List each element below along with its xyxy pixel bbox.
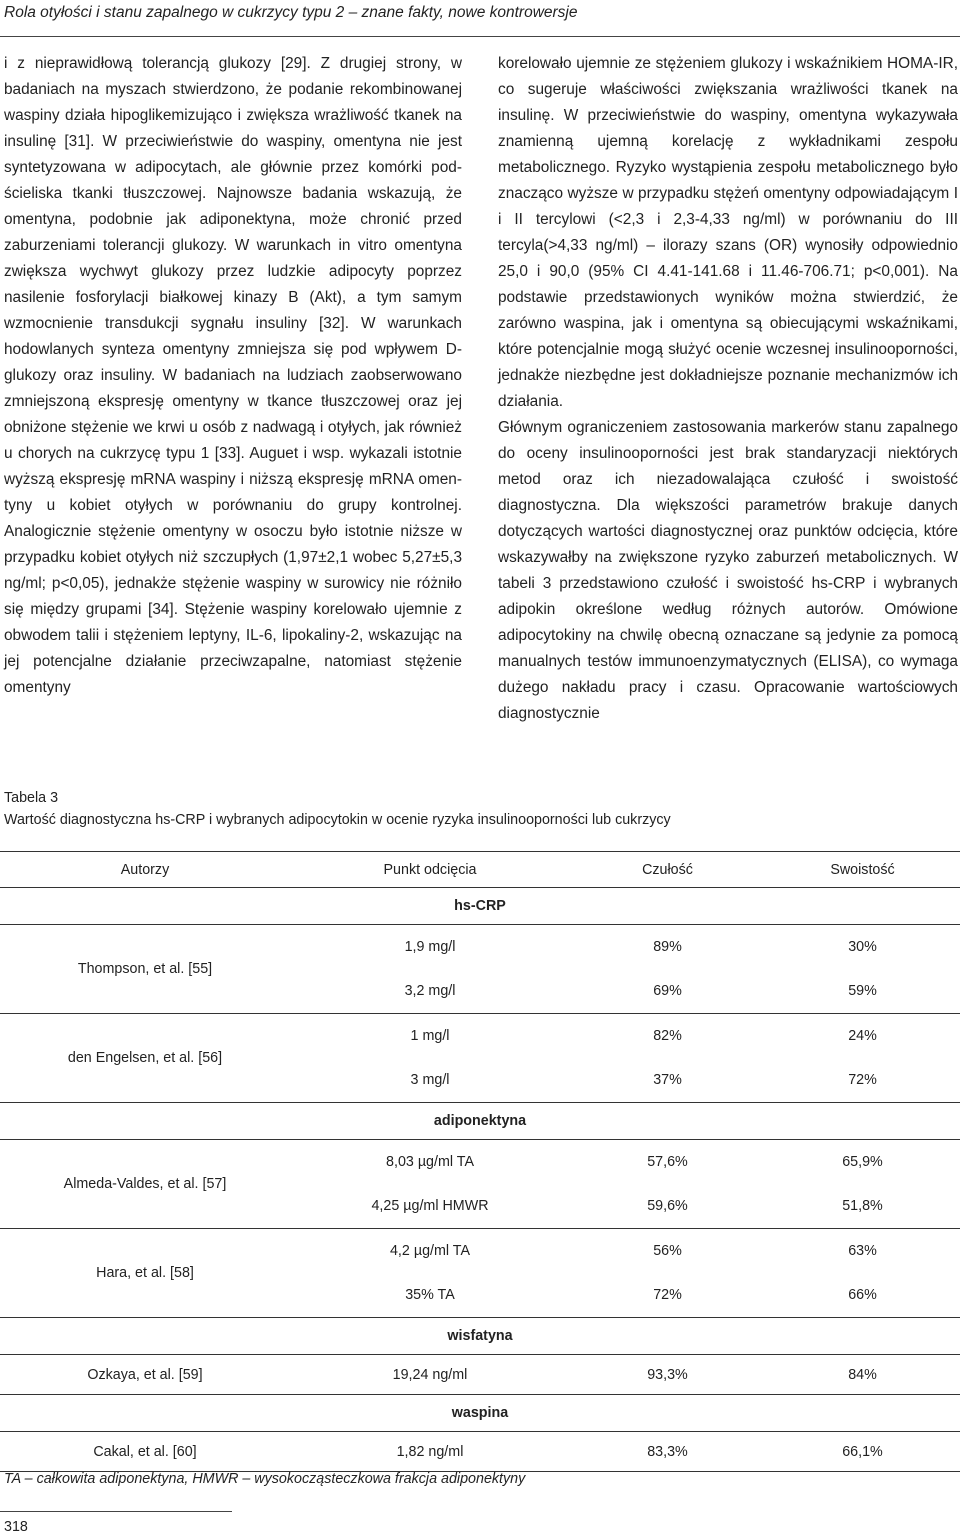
cutoff-cell: 4,2 µg/ml TA — [389, 1243, 470, 1259]
table-row — [0, 1229, 960, 1274]
section-title: adiponektyna — [0, 1103, 960, 1140]
text-column-right — [498, 51, 958, 727]
sensitivity-cell: 89% — [653, 939, 682, 955]
cutoff-cell: 3,2 mg/l — [290, 969, 570, 1014]
specificity-cell: 59% — [765, 969, 960, 1014]
cutoff-cell: 1,82 ng/ml — [290, 1432, 570, 1472]
specificity-cell: 63% — [848, 1243, 877, 1259]
table-row — [0, 925, 960, 970]
data-table — [0, 851, 960, 1472]
cutoff-cell: 8,03 µg/ml TA — [386, 1154, 474, 1170]
author-cell: Almeda-Valdes, et al. [57] — [0, 1140, 290, 1229]
footer-rule — [0, 1511, 232, 1512]
specificity-cell: 72% — [765, 1058, 960, 1103]
cutoff-cell: 1 mg/l — [410, 1028, 450, 1044]
text-column-left — [4, 51, 462, 701]
sensitivity-cell: 57,6% — [647, 1154, 688, 1170]
author-cell: Thompson, et al. [55] — [0, 925, 290, 1014]
specificity-cell: 51,8% — [765, 1184, 960, 1229]
header-rule — [0, 36, 960, 37]
table-header-row — [0, 852, 960, 888]
author-cell: Cakal, et al. [60] — [0, 1432, 290, 1472]
table-row — [0, 1014, 960, 1059]
sensitivity-cell: 83,3% — [570, 1432, 765, 1472]
table-label: Tabela 3 — [4, 790, 59, 806]
table-caption — [4, 787, 954, 831]
author-cell: den Engelsen, et al. [56] — [0, 1014, 290, 1103]
cutoff-cell: 19,24 ng/ml — [290, 1355, 570, 1395]
running-header: Rola otyłości i stanu zapalnego w cukrzycy typu 2 – znane fakty, nowe kontrowersje — [4, 4, 578, 21]
sensitivity-cell: 59,6% — [570, 1184, 765, 1229]
sensitivity-cell: 56% — [653, 1243, 682, 1259]
paragraph: korelowało ujemnie ze stężeniem glukozy i wskaźnikiem HOMA-IR, co sugeruje właściwości zwiększania wrażliwości tkanek na insulinę. W przeciwieństwie do waspiny, omentyna wykazywała znamienną ujemną korelację z wykładnikami zespołu metabolicznego. Ryzyko wystąpienia zespołu metabolicznego było znacząco wyższe w przypadku stężeń omentyny odpowiadającym I i II tercylowi (<2,3 i 2,3-4,33 ng/ml) w porównaniu do III tercyla(>4,33 ng/ml) – ilorazy szans (OR) wynosiły odpowiednio 25,0 i 90,0 (95% CI 4.41-141.68 i 11.46-706.71; p<0,001). Na podstawie przedstawionych wyników można stwierdzić, że zarówno waspina, jak i omentyna są obiecującymi wskaźnikami, które potencjalnie mogą służyć ocenie wczesnej insulinooporności, jednakże niezbędne jest dokładniejsze poznanie mechanizmów ich działania. — [498, 55, 958, 410]
specificity-cell: 65,9% — [842, 1154, 883, 1170]
specificity-cell: 84% — [765, 1355, 960, 1395]
section-header-row — [0, 1103, 960, 1140]
column-header: Autorzy — [0, 852, 290, 888]
page-number: 318 — [4, 1519, 28, 1535]
paragraph: i z nieprawidłową tolerancją glukozy [29]. Z drugiej strony, w badaniach na myszach stwierdzono, że podanie rekombinowanej waspiny działa hipoglikemizująco i zwiększa wrażliwość tkanek na insulinę [31]. W przeciwieństwie do waspiny, omentyna nie jest syntetyzowana w adipocytach, ale głównie przez komórki podścieliska tkanki tłuszczowej. Najnowsze badania wskazują, że omentyna, podobnie jak adiponektyna, może chronić przed zaburzeniami tolerancji glukozy. W warunkach in vitro omentyna zwiększa wychwyt glukozy przez ludzkie adipocyty poprzez nasilenie fosforylacji białkowej kinazy B (Akt), a tym samym wzmocnienie transdukcji sygnału insuliny [32]. W warunkach hodowlanych synteza omentyny zmniejsza się pod wpływem D-glukozy oraz insuliny. W badaniach na ludziach zaobserwowano zmniejszoną ekspresję omentyny w tkance tłuszczowej oraz jej obniżone stężenie we krwi u osób z nadwagą i otyłych, jak również u chorych na cukrzycę typu 1 [33]. Auguet i wsp. wykazali istotnie wyższą ekspresję mRNA waspiny i niższą ekspresję mRNA omentyny u kobiet otyłych w porównaniu do grupy kontrolnej. Analogicznie stężenie omentyny w osoczu było istotnie niższe w przypadku kobiet otyłych niż szczupłych (1,97±2,1 wobec 5,27±5,3 ng/ml; p<0,05), jednakże stężenie waspiny w surowicy nie różniło się między grupami [34]. Stężenie waspiny korelowało ujemnie z obwodem talii i stężeniem leptyny, IL-6, lipokaliny-2, wskazując na jej potencjalne działanie przeciwzapalne, natomiast stężenie omentyny — [4, 55, 462, 696]
cutoff-cell: 3 mg/l — [290, 1058, 570, 1103]
section-header-row — [0, 1395, 960, 1432]
sensitivity-cell: 69% — [570, 969, 765, 1014]
section-header-row — [0, 1318, 960, 1355]
table-footnote: TA – całkowita adiponektyna, HMWR – wysokocząsteczkowa frakcja adiponektyny — [4, 1471, 526, 1487]
column-header: Swoistość — [765, 852, 960, 888]
specificity-cell: 24% — [848, 1028, 877, 1044]
section-title: hs-CRP — [0, 888, 960, 925]
cutoff-cell: 4,25 µg/ml HMWR — [290, 1184, 570, 1229]
section-header-row — [0, 888, 960, 925]
specificity-cell: 66% — [765, 1273, 960, 1318]
table-title: Wartość diagnostyczna hs-CRP i wybranych adipocytokin w ocenie ryzyka insulinooporności lub cukrzycy — [4, 812, 671, 828]
author-cell: Hara, et al. [58] — [0, 1229, 290, 1318]
paragraph: Głównym ograniczeniem zastosowania markerów stanu zapalnego do oceny insulinooporności jest brak standaryzacji niektórych metod oraz ich niezadowalająca czułość i swoistość diagnostyczna. Dla większości parametrów brakuje danych dotyczących wartości diagnostycznej oraz punktów odcięcia, które wskazywałby na zwiększone ryzyko zaburzeń metabolicznych. W tabeli 3 przedstawiono czułość i swoistość hs-CRP i wybranych adipokin określone według różnych autorów. Omówione adipocytokiny na chwilę obecną oznaczane są jedynie za pomocą manualnych testów immunoenzymatycznych (ELISA), co wymaga dużego nakładu pracy i czasu. Opracowanie wartościowych diagnostycznie — [498, 419, 958, 722]
table-row — [0, 1355, 960, 1395]
sensitivity-cell: 93,3% — [570, 1355, 765, 1395]
table-row — [0, 1432, 960, 1472]
column-header: Punkt odcięcia — [290, 852, 570, 888]
author-cell: Ozkaya, et al. [59] — [0, 1355, 290, 1395]
cutoff-cell: 1,9 mg/l — [404, 939, 456, 955]
sensitivity-cell: 37% — [570, 1058, 765, 1103]
column-header: Czułość — [570, 852, 765, 888]
table-row — [0, 1140, 960, 1185]
sensitivity-cell: 72% — [570, 1273, 765, 1318]
specificity-cell: 30% — [848, 939, 877, 955]
sensitivity-cell: 82% — [653, 1028, 682, 1044]
section-title: wisfatyna — [0, 1318, 960, 1355]
specificity-cell: 66,1% — [765, 1432, 960, 1472]
cutoff-cell: 35% TA — [290, 1273, 570, 1318]
section-title: waspina — [0, 1395, 960, 1432]
